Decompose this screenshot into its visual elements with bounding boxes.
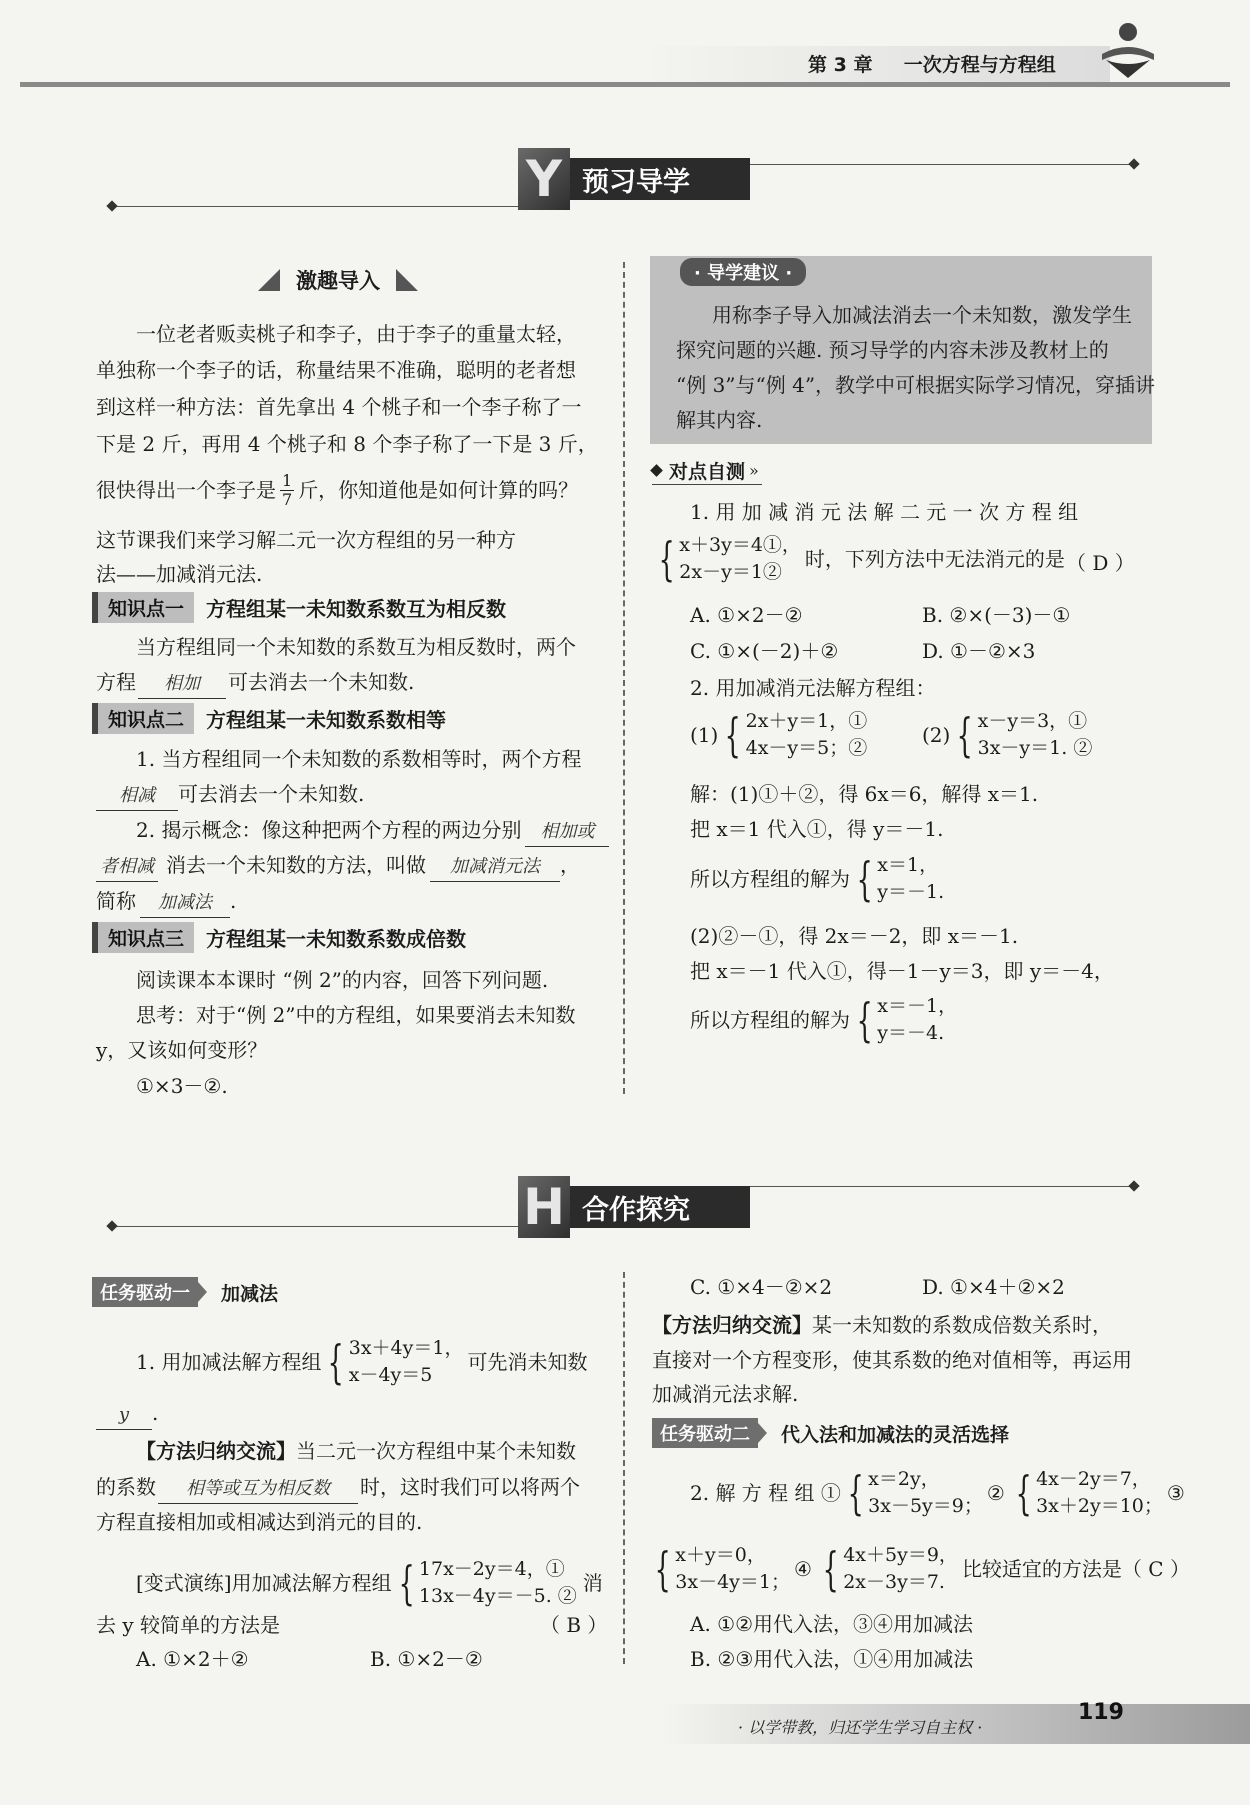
arrow-right-icon [758, 1423, 767, 1443]
rule-dot [1128, 1180, 1139, 1191]
q1-system: { x＋3y＝4①， 2x－y＝1② 时，下列方法中无法消元的是 [658, 532, 1065, 586]
q1-answer: （ D ） [1066, 551, 1135, 575]
kp2-line: 简称 加减法 . [96, 887, 236, 918]
method-summary-line: 加减消元法求解. [652, 1382, 799, 1406]
variant-option: A. ①×2＋② [136, 1647, 249, 1671]
section1-header [518, 150, 750, 208]
task2-q2-cont: { x＋y＝0， 3x－4y＝1； ④ { 4x＋5y＝9， 2x－3y＝7. 比较适宜的方法是（ C ） [654, 1542, 1190, 1596]
q2-system-1: (1) { 2x＋y＝1，① 4x－y＝5；② [690, 708, 868, 762]
variant-option: D. ①×4＋②×2 [922, 1275, 1065, 1299]
solution-line: 把 x＝1 代入①，得 y＝－1. [690, 817, 944, 841]
q1-option: B. ②×(－3)－① [922, 603, 1071, 627]
method-summary: 【方法归纳交流】当二元一次方程组中某个未知数 [136, 1439, 576, 1463]
q1-option: A. ①×2－② [690, 603, 803, 627]
variant-answer: （ B ） [540, 1613, 608, 1637]
kp2-line: 2. 揭示概念：像这种把两个方程的两边分别 相加或 [136, 816, 609, 847]
variant-option: C. ①×4－②×2 [690, 1275, 833, 1299]
intro-line: 很快得出一个李子是 1 7 斤，你知道他是如何计算的吗？ [96, 471, 579, 509]
intro-line: 下是 2 斤，再用 4 个桃子和 8 个李子称了一下是 3 斤， [96, 432, 598, 456]
intro-line: 这节课我们来学习解二元一次方程组的另一种方 [96, 528, 516, 552]
solution-line: 解：(1)①＋②，得 6x＝6，解得 x＝1. [690, 782, 1039, 806]
method-summary-line: 的系数 相等或互为相反数 时，这时我们可以将两个 [96, 1473, 580, 1504]
column-divider [623, 262, 625, 1094]
variant-option: B. ①×2－② [370, 1647, 483, 1671]
task-2-header: 任务驱动二 代入法和加减法的灵活选择 [652, 1419, 1009, 1447]
knowledge-point-3: 知识点三 方程组某一未知数系数成倍数 [92, 922, 466, 952]
answer-blank: 相加或 [525, 817, 609, 847]
kp3-line: y，又该如何变形？ [96, 1038, 268, 1062]
header-bar [20, 82, 1230, 87]
knowledge-point-1: 知识点一 方程组某一未知数系数互为相反数 [92, 592, 506, 622]
chapter-number: 第 3 章 [808, 54, 873, 76]
solution-result: 所以方程组的解为 { x＝－1， y＝－4. [690, 993, 958, 1047]
selftest-underline [652, 484, 762, 485]
intro-line: 到这样一种方法：首先拿出 4 个桃子和一个李子称了一 [96, 395, 582, 419]
intro-line: 单独称一个李子的话，称量结果不准确，聪明的老者想 [96, 358, 576, 382]
q2-system-2: (2) { x－y＝3，① 3x－y＝1. ② [922, 708, 1093, 762]
rule-dot [106, 1220, 117, 1231]
chapter-title: 一次方程与方程组 [903, 54, 1056, 76]
q1-option: C. ①×(－2)＋② [690, 639, 839, 663]
chevron-right-icon: » [749, 461, 759, 480]
solution-line: (2)②－①，得 2x＝－2，即 x＝－1. [690, 924, 1019, 948]
knowledge-point-2: 知识点二 方程组某一未知数系数相等 [92, 703, 446, 733]
reader-logo-icon [1098, 20, 1158, 80]
triangle-icon [396, 269, 418, 291]
kp1-line: 方程 相加 可去消去一个未知数. [96, 668, 414, 699]
rule-dot [1128, 158, 1139, 169]
solution-result: 所以方程组的解为 { x＝1， y＝－1. [690, 852, 945, 906]
variant-line: 去 y 较简单的方法是 [96, 1613, 281, 1637]
section2-header [518, 1178, 750, 1236]
answer-blank: 者相减 [96, 852, 158, 882]
q2-line: 2. 用加减消元法解方程组： [690, 676, 936, 700]
section1-rule-left [110, 206, 525, 207]
section1-title: 预习导学 [570, 158, 750, 200]
method-summary-line: 直接对一个方程变形，使其系数的绝对值相等，再运用 [652, 1348, 1132, 1372]
rule-dot [106, 200, 117, 211]
answer-blank: 相等或互为相反数 [158, 1474, 358, 1504]
diamond-icon [650, 464, 663, 477]
triangle-icon [258, 269, 280, 291]
method-summary: 【方法归纳交流】某一未知数的系数成倍数关系时， [652, 1313, 1112, 1337]
kp3-line: 阅读课本本课时 “例 2”的内容，回答下列问题. [136, 968, 549, 992]
intro-heading: 激趣导入 [258, 265, 418, 295]
method-summary-line: 方程直接相加或相减达到消元的目的. [96, 1510, 423, 1534]
page-number: 119 [1078, 1700, 1124, 1725]
guide-line: “例 3”与“例 4”，教学中可根据实际学习情况，穿插讲 [676, 373, 1156, 397]
intro-line: 法——加减消元法. [96, 562, 263, 586]
guide-line: 探究问题的兴趣. 预习导学的内容未涉及教材上的 [676, 338, 1109, 362]
q1-line: 1. 用 加 减 消 元 法 解 二 元 一 次 方 程 组 [690, 500, 1079, 524]
guide-tag: · 导学建议 · [680, 258, 806, 286]
variant-drill: [变式演练]用加减法解方程组 { 17x－2y＝4，① 13x－4y＝－5. ② 消 [136, 1556, 603, 1610]
section2-title: 合作探究 [570, 1186, 750, 1228]
chapter-label [808, 50, 1056, 77]
task2-option: A. ①②用代入法，③④用加减法 [690, 1612, 974, 1636]
task1-q1-answer: y . [96, 1399, 158, 1430]
kp2-line: 1. 当方程组同一个未知数的系数相等时，两个方程 [136, 747, 582, 771]
section1-letter: Y [518, 148, 570, 210]
fraction: 1 7 [282, 471, 293, 509]
selftest-heading: 对点自测 » [652, 457, 759, 484]
section2-rule-left [110, 1226, 525, 1227]
task2-option: B. ②③用代入法，①④用加减法 [690, 1647, 974, 1671]
answer-blank: y [96, 1400, 152, 1430]
answer-blank: 相减 [96, 781, 178, 811]
section2-letter: H [518, 1176, 570, 1238]
kp2-line: 相减 可去消去一个未知数. [96, 780, 364, 811]
task-1-header: 任务驱动一 加减法 [92, 1278, 278, 1306]
intro-line: 一位老者贩卖桃子和李子，由于李子的重量太轻， [136, 322, 576, 346]
kp2-line: 者相减 消去一个未知数的方法，叫做 加减消元法 ， [96, 851, 580, 882]
column-divider [623, 1272, 625, 1664]
task1-q1: 1. 用加减法解方程组 { 3x＋4y＝1， x－4y＝5 可先消未知数 [136, 1335, 588, 1389]
q1-option: D. ①－②×3 [922, 639, 1036, 663]
task2-q2: 2. 解 方 程 组 ① { x＝2y， 3x－5y＝9； ② { 4x－2y＝7， 3x＋2y＝10； ③ [690, 1466, 1185, 1520]
kp3-answer: ①×3－②. [136, 1074, 228, 1098]
solution-line: 把 x＝－1 代入①，得－1－y＝3，即 y＝－4， [690, 959, 1114, 983]
answer-blank: 加减消元法 [430, 852, 560, 882]
guide-line: 解其内容. [676, 408, 763, 432]
kp3-line: 思考：对于“例 2”中的方程组，如果要消去未知数 [136, 1003, 576, 1027]
answer-blank: 相加 [138, 669, 226, 699]
kp1-line: 当方程组同一个未知数的系数互为相反数时，两个 [136, 635, 576, 659]
answer-blank: 加减法 [140, 888, 230, 918]
guide-line: 用称李子导入加减法消去一个未知数，激发学生 [712, 303, 1132, 327]
arrow-right-icon [198, 1282, 207, 1302]
footer-slogan: · 以学带教，归还学生学习自主权 · [738, 1718, 983, 1737]
